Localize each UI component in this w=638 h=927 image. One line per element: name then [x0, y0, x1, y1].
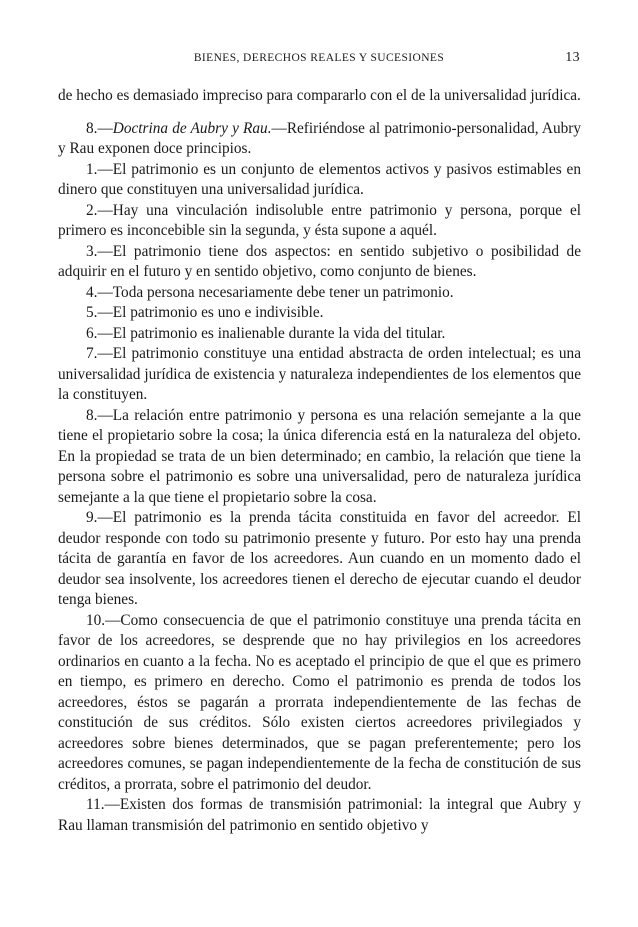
section-title: Doctrina de Aubry y Rau.: [112, 119, 272, 137]
principle-5: 5.—El patrimonio es uno e indivisible.: [86, 304, 324, 321]
section-number: 8.—: [86, 119, 113, 137]
paragraph-continuation: de hecho es demasiado impreciso para compararlo con el de la universalidad jurídica.: [58, 87, 581, 104]
section-heading-paragraph: [58, 119, 581, 160]
principle-8: 8.—La relación entre patrimonio y persona es una relación semejante a la que tiene el propietario sobre la cosa; la única diferencia está en la naturaleza del objeto. En la propiedad se trata de un bien determinado; en cambio, la relación que tiene la persona sobre el patrimonio es sobre una universalidad, pero de naturaleza jurídica semejante a la que tiene el propietario sobre la cosa.: [58, 406, 581, 506]
body-text: [58, 86, 581, 836]
page-number: 13: [565, 50, 580, 65]
principle-1: 1.—El patrimonio es un conjunto de elementos activos y pasivos estimables en dinero que constituyen una universalidad jurídica.: [58, 160, 581, 198]
principle-11: 11.—Existen dos formas de transmisión patrimonial: la integral que Aubry y Rau llaman transmisión del patrimonio en sentido objetivo y: [58, 796, 581, 834]
principle-2: 2.—Hay una vinculación indisoluble entre patrimonio y persona, porque el primero es inconcebible sin la segunda, y ésta supone a aquél.: [58, 201, 581, 239]
principle-9: 9.—El patrimonio es la prenda tácita constituida en favor del acreedor. El deudor responde con todo su patrimonio presente y futuro. Por esto hay una prenda tácita de garantía en favor de los acreedores. Aun cuando en un momento dado el deudor sea insolvente, los acreedores tienen el derecho de ejecutar cuando el deudor tenga bienes.: [58, 509, 581, 608]
running-title: BIENES, DERECHOS REALES Y SUCESIONES: [193, 52, 445, 64]
section-intro: —Refiriéndose al patrimonio-personalidad, Aubry y Rau exponen doce principios.: [58, 119, 581, 157]
principle-4: 4.—Toda persona necesariamente debe tener un patrimonio.: [86, 283, 454, 301]
principle-6: 6.—El patrimonio es inalienable durante la vida del titular.: [86, 324, 446, 342]
principle-7: 7.—El patrimonio constituye una entidad abstracta de orden intelectual; es una universalidad jurídica de existencia y naturaleza independientes de los elementos que la constituyen.: [58, 345, 581, 403]
principle-10: 10.—Como consecuencia de que el patrimonio constituye una prenda tácita en favor de los acreedores, se desprende que no hay privilegios en los acreedores ordinarios en cuanto a la fecha. No es aceptado el principio de que el que es primero en tiempo, es primero en derecho. Como el patrimonio es prenda de todos los acreedores, éstos se pagarán a prorrata independientemente de las fechas de constitución de sus créditos. Sólo existen ciertos acreedores privilegiados y acreedores sobre bienes determinados, que se pagan preferentemente; pero los acreedores comunes, se pagan independientemente de la fecha de constitución de sus créditos, a prorrata, sobre el patrimonio del deudor.: [58, 611, 581, 793]
principle-3: 3.—El patrimonio tiene dos aspectos: en sentido subjetivo o posibilidad de adquirir en el futuro y en sentido objetivo, como conjunto de bienes.: [58, 242, 581, 280]
